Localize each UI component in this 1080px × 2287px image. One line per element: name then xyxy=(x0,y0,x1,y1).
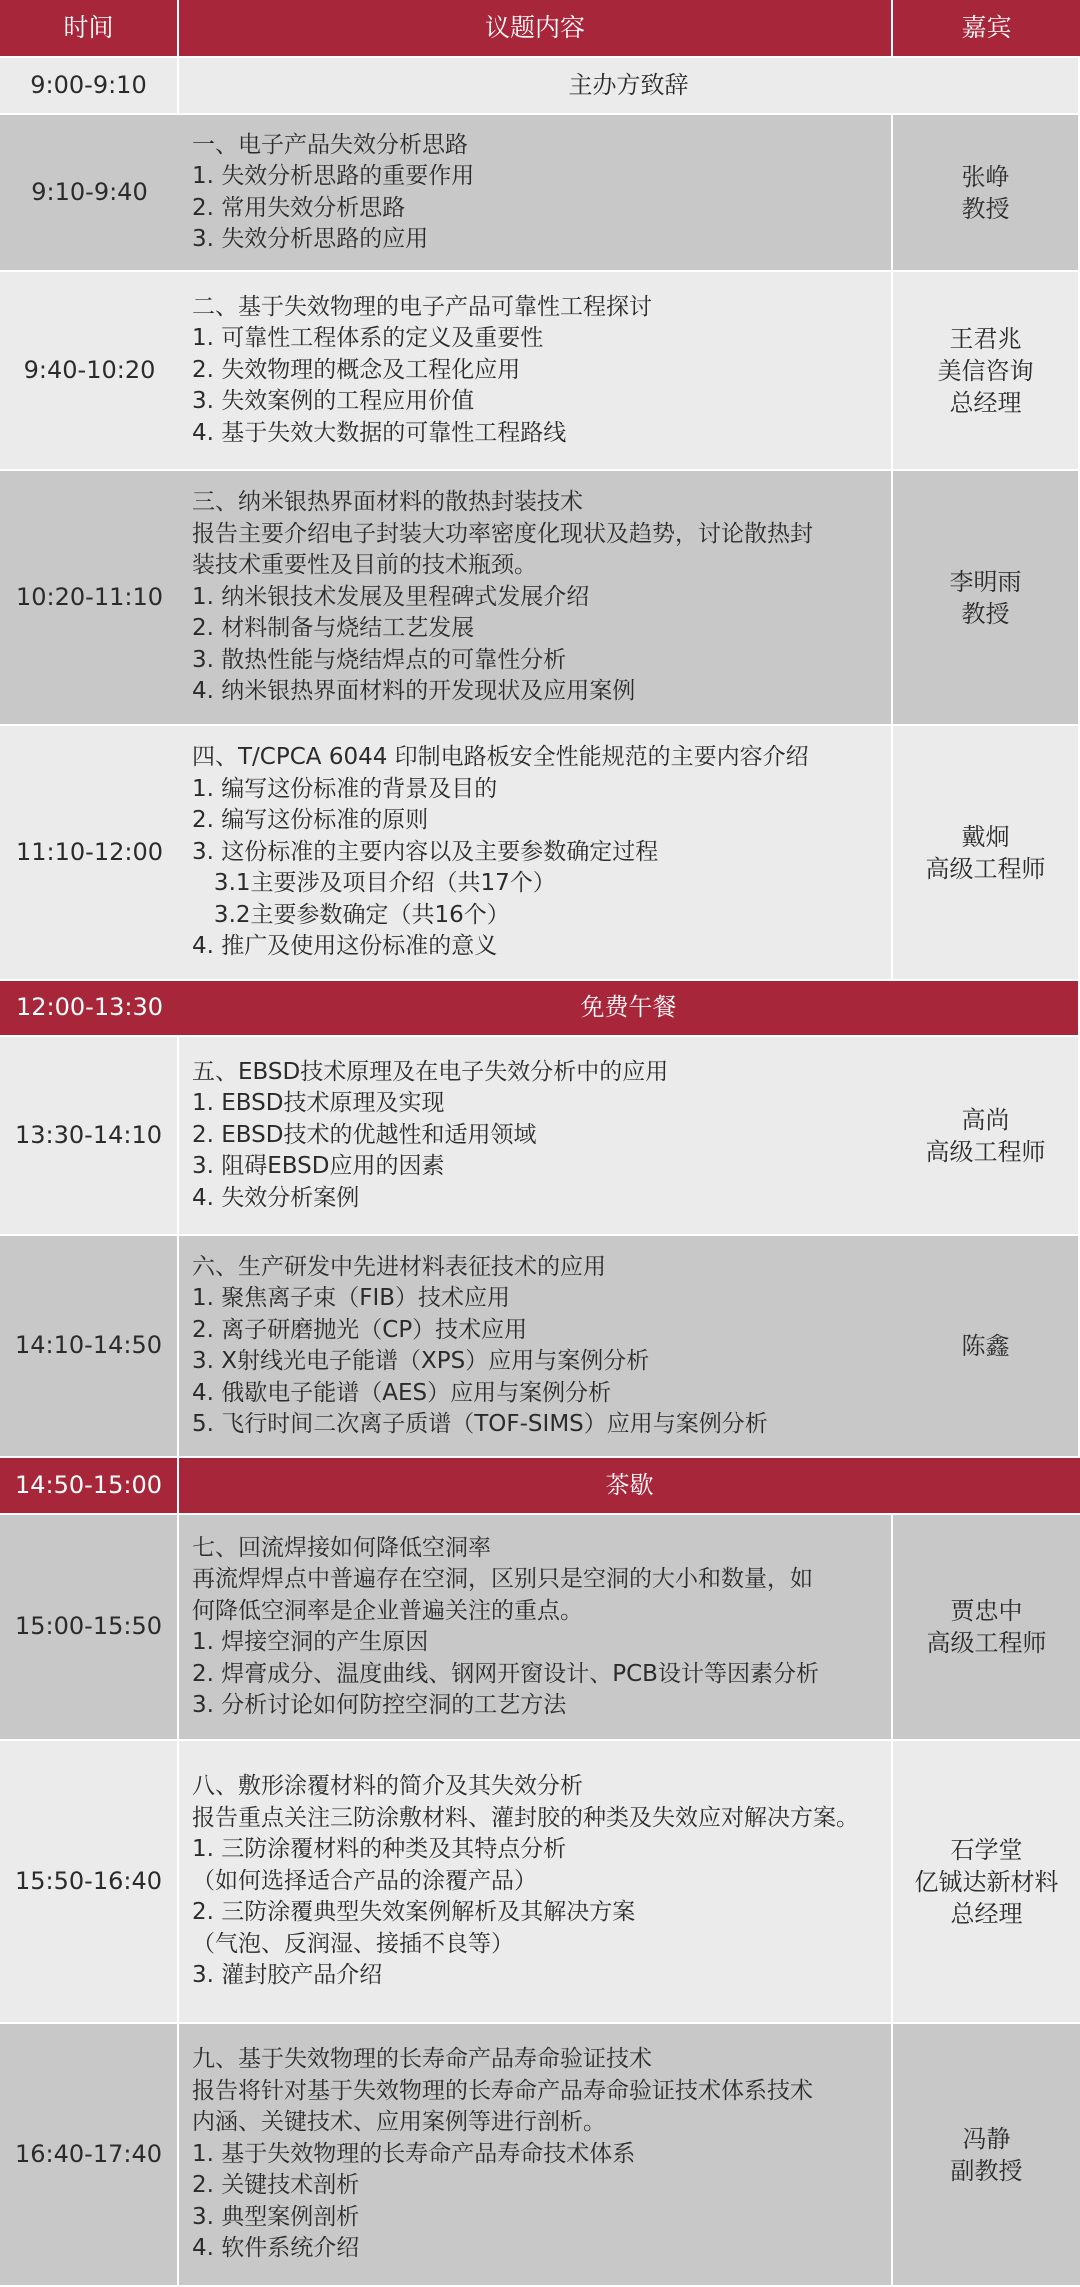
topic-line: 3.2主要参数确定（共16个） xyxy=(192,901,510,928)
agenda-topic xyxy=(179,2024,893,2287)
topic-line: 1. 焊接空洞的产生原因 xyxy=(192,1629,429,1655)
topic-title: 九、基于失效物理的长寿命产品寿命验证技术 xyxy=(192,2046,652,2073)
topic-line: 2. 失效物理的概念及工程化应用 xyxy=(192,356,521,383)
speaker-name: 高尚 xyxy=(961,1105,1010,1134)
agenda-speaker xyxy=(893,726,1080,981)
agenda-time: 15:50-16:40 xyxy=(0,1741,179,2024)
agenda-speaker xyxy=(893,1515,1080,1741)
header-topic: 议题内容 xyxy=(179,0,893,58)
agenda-speaker xyxy=(893,2024,1080,2287)
speaker-name: 戴炯 xyxy=(961,822,1010,851)
agenda-topic xyxy=(179,471,893,726)
speaker-title: 总经理 xyxy=(950,1899,1023,1928)
speaker-name: 贾忠中 xyxy=(950,1597,1023,1625)
topic-line: 2. 三防涂覆典型失效案例解析及其解决方案 xyxy=(192,1899,636,1926)
topic-line: 再流焊焊点中普遍存在空洞，区别只是空洞的大小和数量，如 xyxy=(192,1566,813,1592)
topic-line: 3. 这份标准的主要内容以及主要参数确定过程 xyxy=(192,838,659,865)
topic-line: 3.1主要涉及项目介绍（共17个） xyxy=(192,870,556,897)
agenda-time: 12:00-13:30 xyxy=(0,981,179,1037)
topic-line: 1. 编写这份标准的背景及目的 xyxy=(192,775,498,802)
topic-line: 1. 聚焦离子束（FIB）技术应用 xyxy=(192,1285,511,1311)
speaker-title: 总经理 xyxy=(949,388,1022,417)
topic-title: 八、敷形涂覆材料的简介及其失效分析 xyxy=(192,1773,583,1800)
topic-line: （气泡、反润湿、接插不良等） xyxy=(192,1930,514,1957)
speaker-name: 陈鑫 xyxy=(961,1332,1010,1360)
speaker-title: 教授 xyxy=(961,194,1010,223)
speaker-name: 李明雨 xyxy=(949,567,1022,596)
topic-title: 二、基于失效物理的电子产品可靠性工程探讨 xyxy=(192,293,652,320)
agenda-speaker xyxy=(893,115,1080,272)
agenda-speaker xyxy=(893,1037,1080,1236)
speaker-title: 亿铖达新材料 xyxy=(914,1867,1059,1896)
agenda-time: 15:00-15:50 xyxy=(0,1515,179,1741)
topic-title: 四、T/CPCA 6044 印制电路板安全性能规范的主要内容介绍 xyxy=(192,744,809,771)
speaker-title: 副教授 xyxy=(950,2156,1023,2185)
topic-line: 1. 可靠性工程体系的定义及重要性 xyxy=(192,325,544,352)
agenda-topic xyxy=(179,726,893,981)
topic-line: 3. 阻碍EBSD应用的因素 xyxy=(192,1153,445,1180)
topic-line: 2. 材料制备与烧结工艺发展 xyxy=(192,615,475,642)
agenda-time: 16:40-17:40 xyxy=(0,2024,179,2287)
speaker-title: 高级工程师 xyxy=(925,1137,1046,1166)
topic-line: 4. 推广及使用这份标准的意义 xyxy=(192,933,498,960)
topic-line: 1. EBSD技术原理及实现 xyxy=(192,1090,445,1117)
agenda-speaker xyxy=(893,1236,1080,1458)
agenda-topic xyxy=(179,1515,893,1741)
speaker-name: 张峥 xyxy=(961,162,1010,191)
topic-line: 3. 散热性能与烧结焊点的可靠性分析 xyxy=(192,646,567,673)
speaker-name: 王君兆 xyxy=(949,324,1022,353)
topic-line: 5. 飞行时间二次离子质谱（TOF-SIMS）应用与案例分析 xyxy=(192,1411,768,1437)
agenda-speaker xyxy=(893,471,1080,726)
topic-line: 报告重点关注三防涂敷材料、灌封胶的种类及失效应对解决方案。 xyxy=(192,1804,859,1831)
speaker-name: 石学堂 xyxy=(950,1835,1023,1864)
topic-line: 何降低空洞率是企业普遍关注的重点。 xyxy=(192,1597,583,1624)
topic-title: 五、EBSD技术原理及在电子失效分析中的应用 xyxy=(192,1058,669,1085)
topic-line: 1. 失效分析思路的重要作用 xyxy=(192,163,475,189)
topic-line: 4. 俄歇电子能谱（AES）应用与案例分析 xyxy=(192,1379,612,1406)
topic-title: 一、电子产品失效分析思路 xyxy=(192,131,468,158)
agenda-time: 11:10-12:00 xyxy=(0,726,179,981)
header-speaker: 嘉宾 xyxy=(893,0,1080,58)
agenda-time: 14:50-15:00 xyxy=(0,1458,179,1515)
topic-line: 4. 失效分析案例 xyxy=(192,1184,360,1211)
speaker-title: 高级工程师 xyxy=(925,854,1046,883)
topic-line: 3. X射线光电子能谱（XPS）应用与案例分析 xyxy=(192,1348,650,1374)
topic-line: 4. 软件系统介绍 xyxy=(192,2235,360,2262)
speaker-title: 高级工程师 xyxy=(926,1629,1047,1657)
topic-line: 4. 纳米银热界面材料的开发现状及应用案例 xyxy=(192,678,636,705)
topic-title: 三、纳米银热界面材料的散热封装技术 xyxy=(192,489,583,516)
agenda-time: 14:10-14:50 xyxy=(0,1236,179,1458)
topic-line: 2. 离子研磨抛光（CP）技术应用 xyxy=(192,1316,528,1343)
agenda-topic xyxy=(179,1236,893,1458)
speaker-name: 冯静 xyxy=(962,2124,1011,2153)
topic-line: 3. 失效分析思路的应用 xyxy=(192,226,429,252)
topic-title: 六、生产研发中先进材料表征技术的应用 xyxy=(192,1253,606,1280)
break-label: 免费午餐 xyxy=(179,981,1080,1037)
agenda-topic-single: 主办方致辞 xyxy=(179,58,1080,115)
topic-line: 2. 常用失效分析思路 xyxy=(192,194,406,221)
topic-line: 3. 失效案例的工程应用价值 xyxy=(192,388,475,415)
topic-line: 3. 分析讨论如何防控空洞的工艺方法 xyxy=(192,1692,567,1718)
agenda-speaker xyxy=(893,272,1080,471)
topic-line: 报告将针对基于失效物理的长寿命产品寿命验证技术体系技术 xyxy=(192,2077,813,2104)
agenda-speaker xyxy=(893,1741,1080,2024)
header-time: 时间 xyxy=(0,0,179,58)
agenda-topic xyxy=(179,1741,893,2024)
topic-line: 3. 灌封胶产品介绍 xyxy=(192,1962,383,1989)
topic-line: 1. 三防涂覆材料的种类及其特点分析 xyxy=(192,1836,567,1863)
agenda-topic xyxy=(179,1037,893,1236)
topic-title: 七、回流焊接如何降低空洞率 xyxy=(192,1534,491,1561)
agenda-time: 9:10-9:40 xyxy=(0,115,179,272)
agenda-topic xyxy=(179,115,893,272)
topic-line: 2. EBSD技术的优越性和适用领域 xyxy=(192,1121,537,1148)
topic-line: 1. 基于失效物理的长寿命产品寿命技术体系 xyxy=(192,2140,636,2167)
topic-line: 2. 编写这份标准的原则 xyxy=(192,807,429,834)
agenda-time: 10:20-11:10 xyxy=(0,471,179,726)
topic-line: 2. 关键技术剖析 xyxy=(192,2172,360,2199)
agenda-time: 9:40-10:20 xyxy=(0,272,179,471)
topic-line: 内涵、关键技术、应用案例等进行剖析。 xyxy=(192,2109,606,2136)
break-label: 茶歇 xyxy=(179,1458,1080,1515)
topic-line: 装技术重要性及目前的技术瓶颈。 xyxy=(192,552,537,579)
topic-line: 4. 基于失效大数据的可靠性工程路线 xyxy=(192,419,567,446)
topic-line: 2. 焊膏成分、温度曲线、钢网开窗设计、PCB设计等因素分析 xyxy=(192,1660,819,1687)
speaker-title: 教授 xyxy=(961,599,1010,628)
speaker-title: 美信咨询 xyxy=(937,356,1034,385)
agenda-time: 9:00-9:10 xyxy=(0,58,179,115)
topic-line: 报告主要介绍电子封装大功率密度化现状及趋势，讨论散热封 xyxy=(192,520,813,547)
agenda-time: 13:30-14:10 xyxy=(0,1037,179,1236)
topic-line: 3. 典型案例剖析 xyxy=(192,2203,360,2230)
topic-line: （如何选择适合产品的涂覆产品） xyxy=(192,1867,537,1894)
agenda-topic xyxy=(179,272,893,471)
topic-line: 1. 纳米银技术发展及里程碑式发展介绍 xyxy=(192,583,590,610)
